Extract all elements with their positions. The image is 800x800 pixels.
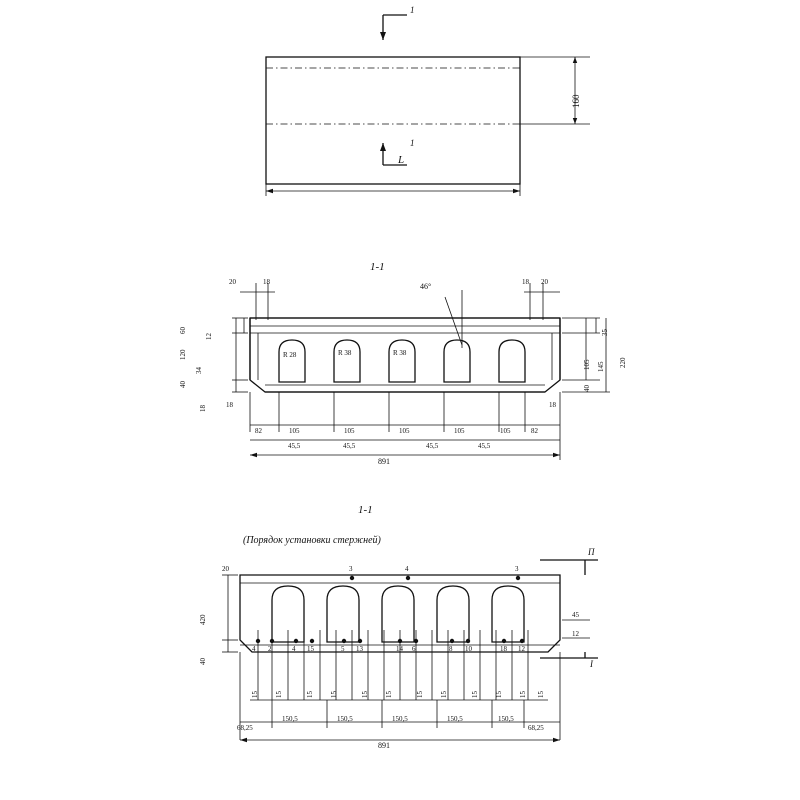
rebar-dim-left-2: 40 xyxy=(199,658,207,665)
void-radius-0: R 28 xyxy=(283,351,297,359)
rebar-number-bottom-3: 15 xyxy=(307,645,314,653)
rebar-dim-right-1: 12 xyxy=(572,630,579,638)
section-1-1-overall-width: 891 xyxy=(378,457,390,466)
section-mark-top: 1 xyxy=(410,5,415,15)
dim-right-v-0: 35 xyxy=(601,329,609,336)
rebar-number-bottom-11: 12 xyxy=(518,645,525,653)
dim-top-left-0: 20 xyxy=(229,278,236,286)
rebar-pitch-1: 15 xyxy=(275,691,283,698)
dim-right-v-1: 105 xyxy=(583,359,591,370)
rebar-dim-bottom-4: 150,5 xyxy=(447,715,463,723)
rebar-dim-bottom-1: 150,5 xyxy=(282,715,298,723)
rebar-number-bottom-4: 5 xyxy=(341,645,345,653)
rebar-pitch-6: 15 xyxy=(416,691,424,698)
rebar-number-bottom-7: 6 xyxy=(412,645,416,653)
rebar-number-top-0: 3 xyxy=(349,565,353,573)
rebar-pitch-0: 15 xyxy=(251,691,259,698)
rebar-pitch-5: 15 xyxy=(385,691,393,698)
dim-top-left-1: 18 xyxy=(263,278,270,286)
rebar-dim-right-0: 45 xyxy=(572,611,579,619)
dim-bottom2-2: 45,5 xyxy=(426,442,439,450)
dim-bottom-6: 82 xyxy=(531,427,538,435)
section-1-1-rebar-geometry xyxy=(222,560,598,742)
rebar-number-bottom-9: 10 xyxy=(465,645,472,653)
rebar-dim-left-0: 20 xyxy=(222,565,229,573)
dim-left-v-3: 18 xyxy=(199,405,207,412)
rebar-dim-bottom-2: 150,5 xyxy=(337,715,353,723)
rebar-dim-left-1: 420 xyxy=(199,614,207,625)
angle-note: 46° xyxy=(420,282,432,291)
top-view-height-label: 160 xyxy=(571,94,581,108)
dim-bottom2-0: 45,5 xyxy=(288,442,301,450)
rebar-pitch-4: 15 xyxy=(361,691,369,698)
rebar-number-top-1: 4 xyxy=(405,565,409,573)
rebar-pitch-3: 15 xyxy=(330,691,338,698)
void-radius-1: R 38 xyxy=(338,349,352,357)
rebar-number-bottom-10: 18 xyxy=(500,645,507,653)
dim-bottom-3: 105 xyxy=(399,427,410,435)
rebar-number-bottom-2: 4 xyxy=(292,645,296,653)
rebar-section-caption: 1-1 xyxy=(358,504,373,516)
rebar-dim-bottom-5: 150,5 xyxy=(498,715,514,723)
rebar-dim-bottom-6: 68,25 xyxy=(528,724,544,732)
dim-bottom-1: 105 xyxy=(289,427,300,435)
dim-left-small-0: 12 xyxy=(205,333,213,340)
dim-bottom-2: 105 xyxy=(344,427,355,435)
top-view-length-label: L xyxy=(398,154,405,166)
rebar-number-bottom-0: 4 xyxy=(252,645,256,653)
void-radius-2: R 38 xyxy=(393,349,407,357)
dim-bottom-0: 82 xyxy=(255,427,262,435)
rebar-pitch-10: 15 xyxy=(519,691,527,698)
rebar-overall-width: 891 xyxy=(378,741,390,750)
rebar-pitch-2: 15 xyxy=(306,691,314,698)
dim-top-right-1: 20 xyxy=(541,278,548,286)
rebar-dim-bottom-3: 150,5 xyxy=(392,715,408,723)
dim-bottom-4: 105 xyxy=(454,427,465,435)
dim-top-right-0: 18 xyxy=(522,278,529,286)
rebar-dim-bottom-0: 68,25 xyxy=(237,724,253,732)
rebar-mark-top: П xyxy=(588,547,595,557)
dim-right-v-2: 145 xyxy=(597,361,605,372)
rebar-number-top-2: 3 xyxy=(515,565,519,573)
rebar-number-bottom-6: 14 xyxy=(396,645,403,653)
dim-right-v-4: 220 xyxy=(619,357,627,368)
rebar-mark-bottom: I xyxy=(590,659,593,669)
rebar-number-bottom-8: 8 xyxy=(449,645,453,653)
rebar-pitch-8: 15 xyxy=(471,691,479,698)
dim-bottom2-3: 45,5 xyxy=(478,442,491,450)
dim-bottom-right-small: 18 xyxy=(549,401,556,409)
rebar-number-bottom-5: 13 xyxy=(356,645,363,653)
rebar-section-subcaption: (Порядок установки стержней) xyxy=(243,535,381,546)
dim-left-v-0: 60 xyxy=(179,327,187,334)
top-view-geometry xyxy=(266,15,590,196)
section-mark-bottom: 1 xyxy=(410,138,415,148)
rebar-pitch-7: 15 xyxy=(440,691,448,698)
dim-left-v-2: 40 xyxy=(179,381,187,388)
rebar-number-bottom-1: 2 xyxy=(268,645,272,653)
dim-left-small-1: 34 xyxy=(195,367,203,374)
section-1-1-caption: 1-1 xyxy=(370,261,385,273)
rebar-pitch-11: 15 xyxy=(537,691,545,698)
dim-left-v-1: 120 xyxy=(179,349,187,360)
dim-bottom-left-small: 18 xyxy=(226,401,233,409)
dim-bottom-5: 105 xyxy=(500,427,511,435)
dim-bottom2-1: 45,5 xyxy=(343,442,356,450)
dim-right-v-3: 40 xyxy=(583,385,591,392)
rebar-pitch-9: 15 xyxy=(495,691,503,698)
